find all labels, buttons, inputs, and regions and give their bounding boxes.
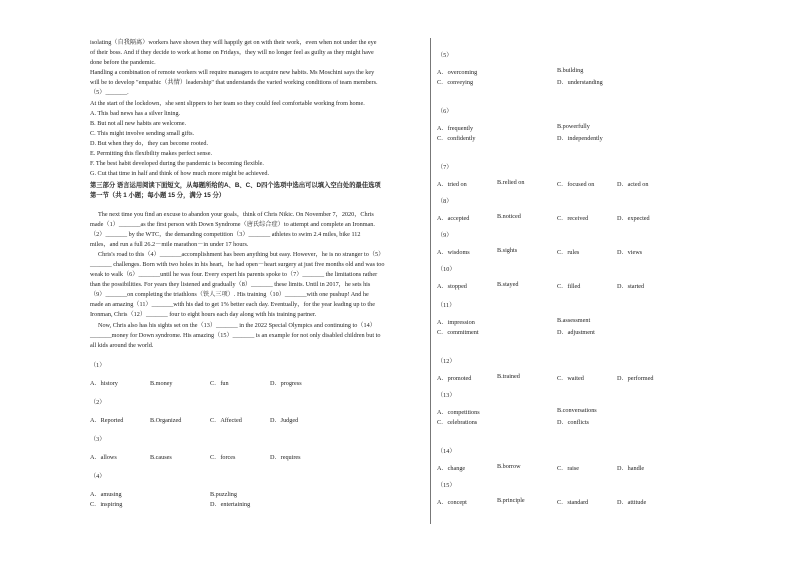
question-number: （4） [90,473,106,481]
passage-line: C. This might involve sending small gifts. [90,129,195,137]
question-block [90,435,418,463]
option-c[interactable]: C．inspiring [90,501,123,509]
question-number: （12） [437,358,456,365]
option-row [437,77,757,87]
option-c[interactable]: C．rules [557,249,580,256]
passage-line: isolating（自我隔离）workers have shown they will happily get on with their work，even when not under the eye [90,39,377,46]
cloze-line: The next time you find an excuse to abandon your goals，think of Chris Nikic. On November 7，2020，Chris [98,210,374,218]
passage-line: of their boss. And if they decide to work at home on Fridays，they will no longer feel as guilty as they might have [90,49,374,57]
question-block [437,446,757,473]
option-c[interactable]: C．standard [557,499,589,506]
option-row [437,373,757,383]
option-b[interactable]: B.borrow [497,463,521,470]
option-b[interactable]: B.sights [497,247,518,254]
option-b[interactable]: B.money [150,379,173,387]
question-block [437,480,757,507]
question-number: （3） [90,436,106,443]
option-d[interactable]: D．progress [270,379,302,387]
option-a[interactable]: A．concept [437,499,467,506]
passage-line: G. Cut that time in half and think of how much more might be achieved. [90,170,270,178]
option-a[interactable]: A．overcoming [437,69,478,76]
cloze-passage [90,210,418,351]
option-row [437,179,757,189]
option-a[interactable]: A．accepted [437,215,470,222]
option-c[interactable]: C．raise [557,465,579,472]
question-block [437,356,757,383]
option-c[interactable]: C．Affected [210,417,242,424]
option-d[interactable]: D．understanding [557,79,603,86]
question-block [437,264,757,291]
question-number: （15） [437,482,456,489]
question-number: （13） [437,392,456,399]
option-d[interactable]: D．independently [557,135,603,142]
question-block [437,106,757,143]
option-a[interactable]: A．change [437,465,466,472]
question-number: （10） [437,266,456,273]
option-a[interactable]: A．frequently [437,125,474,132]
section-header-line: 第一节（共 1 小题；每小题 15 分，满分 15 分） [90,192,226,200]
option-row [437,317,757,327]
question-block [90,398,418,426]
passage-line: will be to develop "empathic（共情）leadership" that understands the varied working conditions of team members. [90,79,378,87]
passage-line: F. The best habit developed during the pandemic is becoming flexible. [90,160,264,168]
option-c[interactable]: C．commitment [437,329,479,336]
option-row [437,497,757,507]
option-c[interactable]: C．waited [557,375,584,382]
passage-line: E. Permitting this flexibility makes perfect sense. [90,150,213,158]
option-row [437,213,757,223]
question-block [437,390,757,427]
option-d[interactable]: D．attitude [617,499,647,506]
option-c[interactable]: C．focused on [557,181,595,188]
option-row [437,67,757,77]
question-block [437,196,757,223]
option-row [437,133,757,143]
option-d[interactable]: D．handle [617,465,645,472]
question-number: （7） [437,164,453,171]
passage-line: D. But when they do，they can become rooted. [90,139,209,147]
cloze-line: （9）_______on completing the triathlons（铁人三项）. His training（10）_______with one pushup! And he [90,291,369,299]
question-block [437,230,757,257]
question-block [437,300,757,337]
option-row [437,327,757,337]
cloze-line: _______money for Down syndrome. His amazing（15）_______ is an example for not only disabled children but to [90,331,381,339]
option-a[interactable]: A．competitions [437,409,480,416]
passage-line: （5）_______. [90,89,129,97]
question-block [437,162,757,189]
cloze-line: made（1）_______as the first person with Down Syndrome（唐氏综合症）to attempt and complete an Ironman. [90,220,375,228]
section-header-line: 第三部分 语言运用阅读下面短文，从每题所给的A、B、C、D四个选项中选出可以填入空白处的最佳选项 [90,182,381,190]
option-b[interactable]: B.stayed [497,281,519,288]
question-block [90,472,418,510]
option-d[interactable]: D．performed [617,375,654,382]
option-a[interactable]: A．wisdoms [437,249,470,256]
option-row [90,500,418,510]
option-a[interactable]: A．stopped [437,283,467,290]
option-row [90,416,418,426]
passage-line: A. This bad news has a silver lining. [90,109,181,117]
passage-line: done before the pandemic. [90,59,156,67]
option-c[interactable]: C．confidently [437,135,476,142]
option-d[interactable]: D．expected [617,215,650,222]
option-row [437,417,757,427]
option-b[interactable]: B.assessment [557,317,591,324]
question-block [90,361,418,389]
question-number: （2） [90,398,106,406]
section-header [90,181,418,201]
question-number: （5） [437,52,453,59]
question-number: （8） [437,198,453,205]
option-a[interactable]: A．history [90,379,118,387]
passage-continuation [90,38,418,179]
option-row [437,247,757,257]
option-d[interactable]: D．views [617,249,643,256]
passage-line: Handling a combination of remote workers will require managers to acquire new habits. Ms Moschini says the key [90,69,375,77]
option-b[interactable]: B.principle [497,497,525,504]
option-c[interactable]: C．received [557,215,589,222]
cloze-line: _______ challenges. Born with two holes in his heart，he had open－heart surgery at just five months old and was too [90,260,385,268]
column-divider [430,38,431,524]
option-b[interactable]: B.puzzling [210,491,237,499]
option-c[interactable]: C．conveying [437,79,474,86]
option-row [90,490,418,500]
question-number: （9） [437,232,453,239]
cloze-line: Chris's road to this（4）_______accomplishment has been anything but easy. However，he is no stranger to（5） [98,250,385,258]
option-b[interactable]: B.building [557,67,584,74]
option-c[interactable]: C．fun [210,379,229,387]
option-b[interactable]: B.Organized [150,417,182,424]
option-b[interactable]: B.noticed [497,213,521,220]
option-d[interactable]: D．requires [270,454,301,462]
passage-line: B. But not all new habits are welcome. [90,119,187,127]
option-a[interactable]: A．Reported [90,417,124,424]
option-row [90,379,418,389]
option-d[interactable]: D．adjustment [557,329,595,336]
option-row [437,123,757,133]
option-c[interactable]: C．celebrations [437,419,478,426]
option-a[interactable]: A．amusing [90,491,122,499]
option-b[interactable]: B.conversations [557,407,597,414]
option-row [437,407,757,417]
option-a[interactable]: A．promoted [437,375,472,382]
option-d[interactable]: D．conflicts [557,419,589,426]
option-a[interactable]: A．tried on [437,181,467,188]
question-block [437,50,757,87]
option-a[interactable]: A．allows [90,454,117,462]
cloze-line: made an amazing（11）_______with his dad to get 1% better each day. Eventually，for the year leading up to the [90,301,375,309]
question-number: （1） [90,361,106,369]
question-number: （6） [437,108,453,115]
cloze-line: weak to walk（6）_______until he was four. Every expert his parents spoke to（7）_______ the limitations rather [90,271,378,279]
cloze-line: Now, Chris also has his sights set on the（13）_______ in the 2022 Special Olympics and continuing to（14） [98,321,376,329]
question-number: （11） [437,302,456,309]
cloze-line: Ironman, Chris（12）_______ four to eight hours each day along with his training partner. [90,311,317,319]
option-d[interactable]: D．Judged [270,417,299,424]
option-b[interactable]: B.relied on [497,179,525,186]
option-c[interactable]: C．forces [210,454,236,462]
option-row [437,281,757,291]
option-b[interactable]: B.trained [497,373,520,380]
option-a[interactable]: A．impression [437,319,475,326]
option-b[interactable]: B.powerfully [557,123,590,130]
option-c[interactable]: C．filled [557,283,581,290]
option-b[interactable]: B.causes [150,454,172,462]
option-d[interactable]: D．entertaining [210,501,251,509]
questions-left [90,361,418,510]
left-column [90,38,418,519]
cloze-line: miles，and run a full 26.2－mile marathon－in under 17 hours. [90,240,249,248]
cloze-line: all kids around the world. [90,341,154,349]
cloze-line: （2）_______ by the WTC，the demanding competition（3）_______ athletes to swim 2.4 miles, bike 112 [90,230,361,238]
option-row [90,453,418,463]
option-d[interactable]: D．acted on [617,181,649,188]
question-number: （14） [437,448,456,455]
option-d[interactable]: D．started [617,283,645,290]
passage-line: At the start of the lockdown，she sent slippers to her team so they could feel comfortable working from home. [90,99,365,107]
option-row [437,463,757,473]
cloze-line: than the possibilities. For years they listened and gradually（8）_______ these limits. Until in 2017，he sets his [90,281,371,289]
